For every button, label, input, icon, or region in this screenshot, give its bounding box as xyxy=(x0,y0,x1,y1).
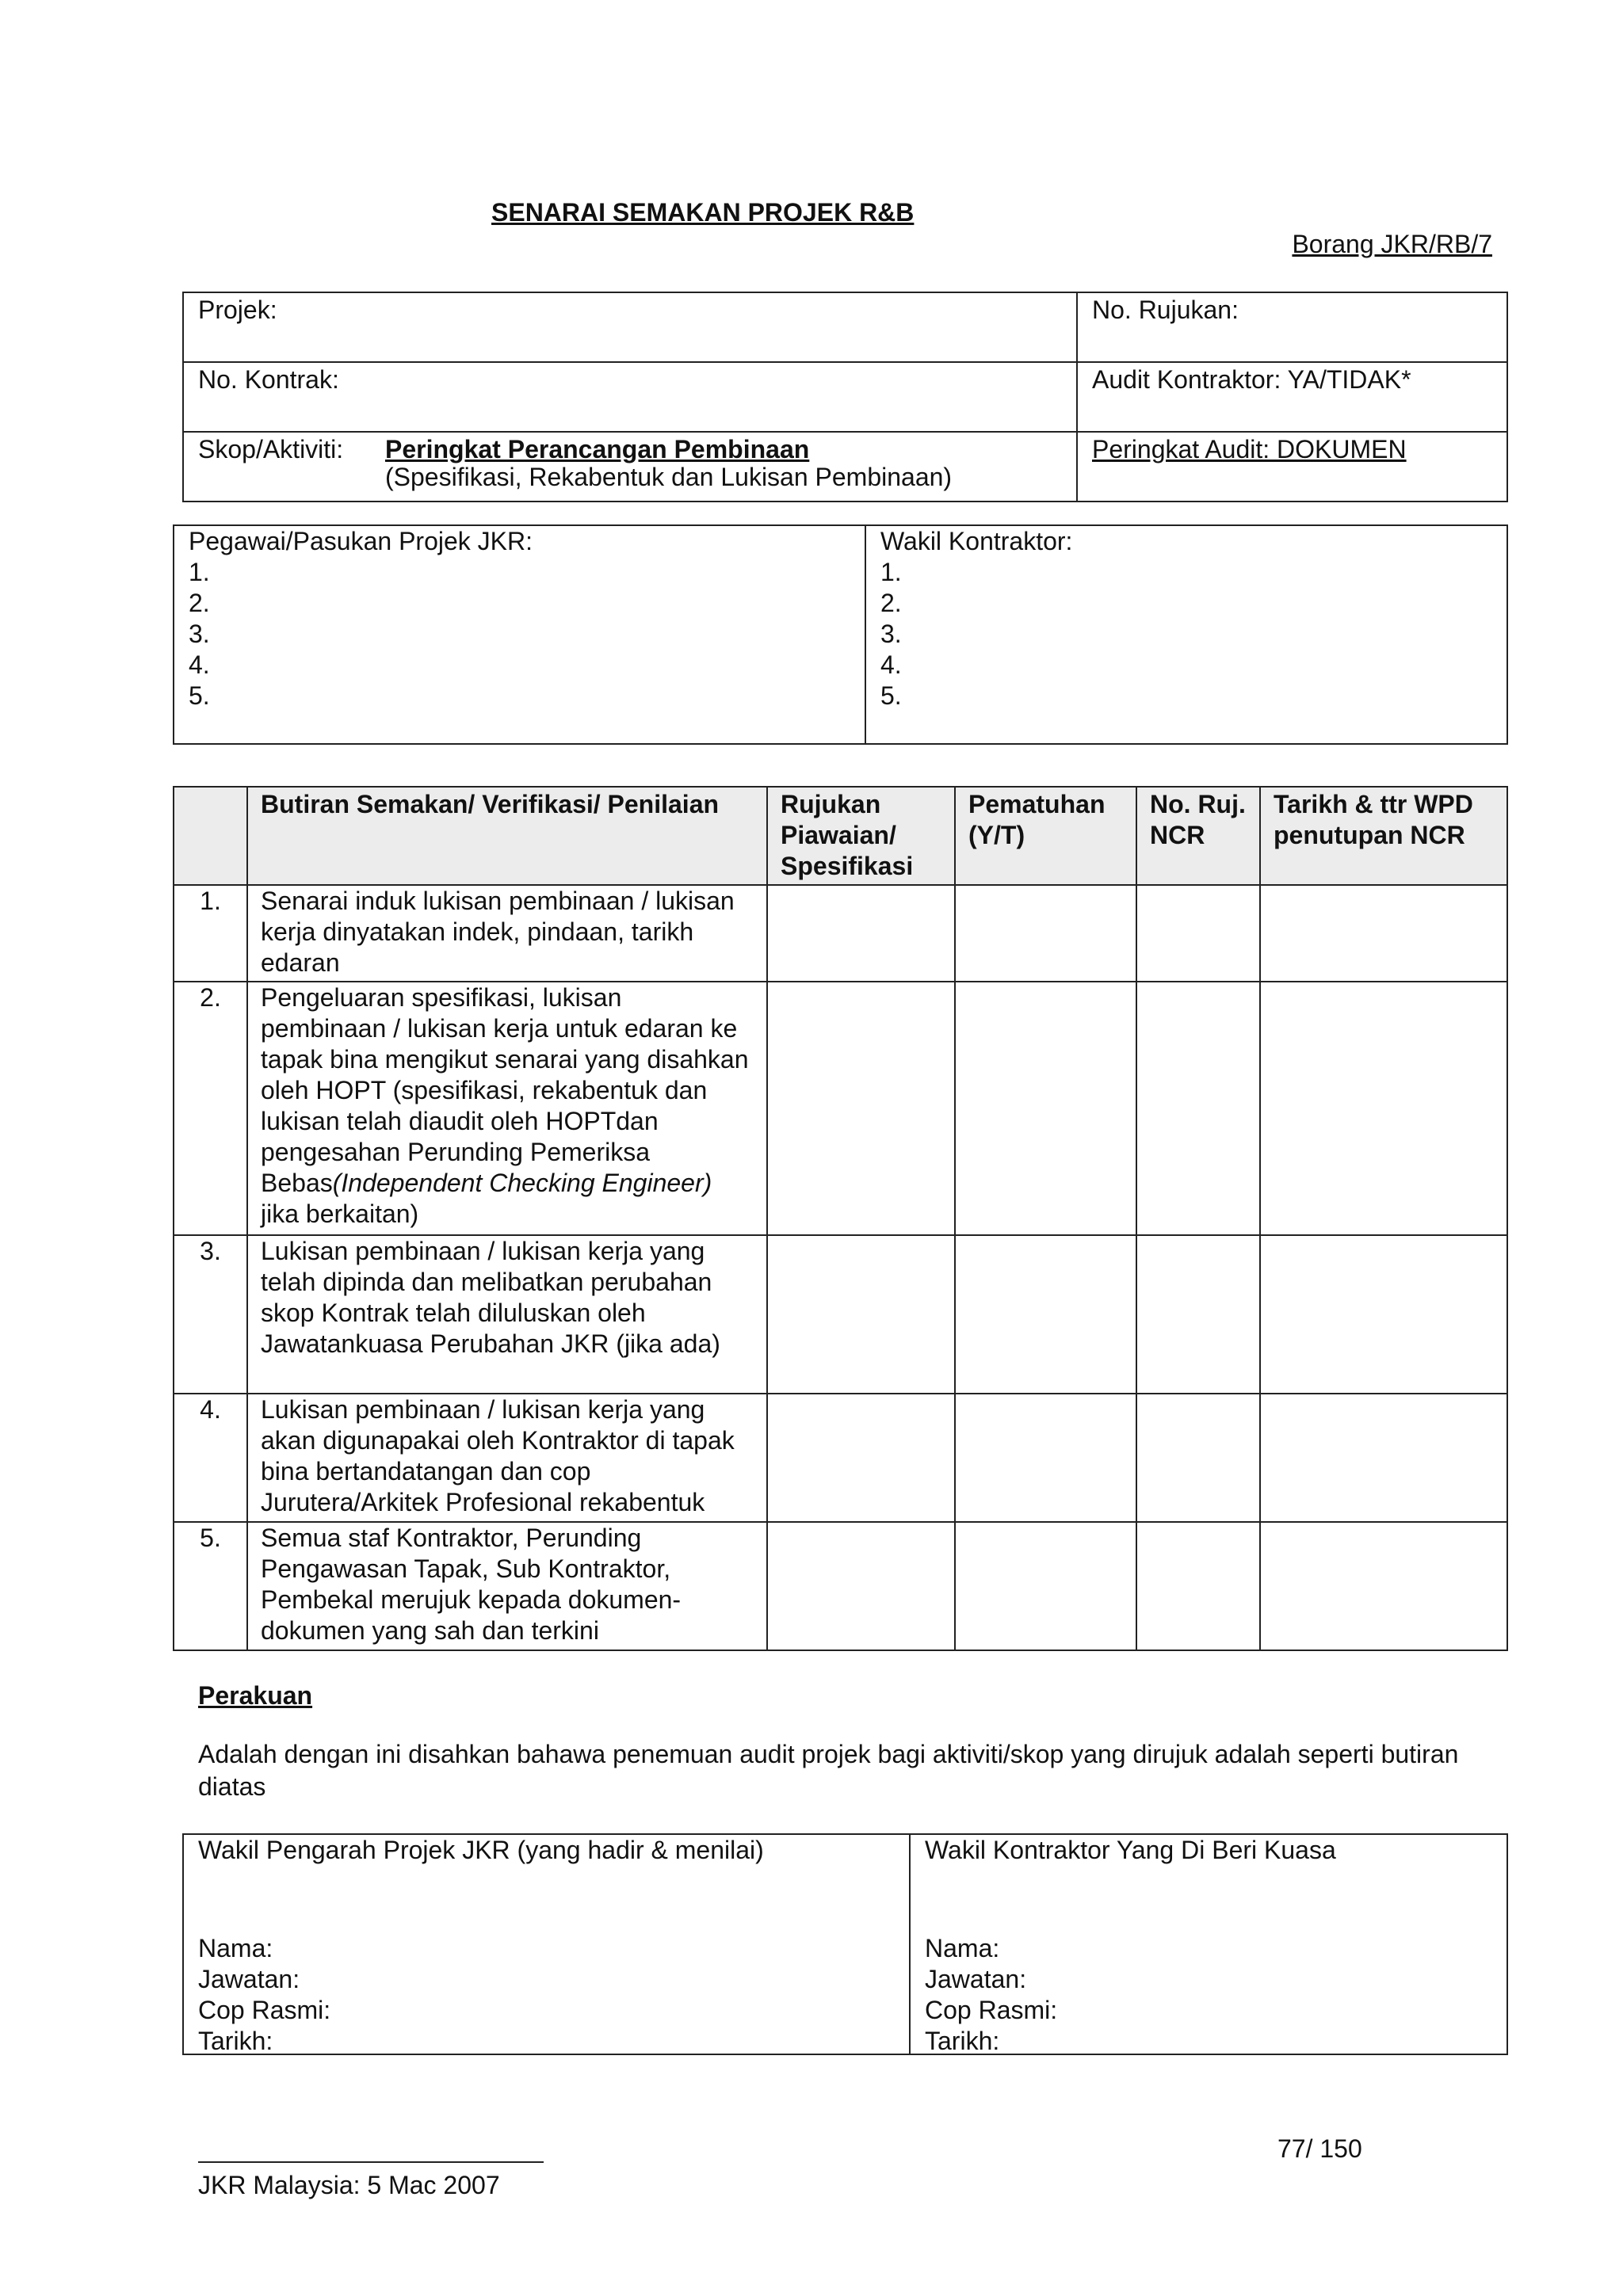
row-text: Lukisan pembinaan / lukisan kerja yang telah dipinda dan melibatkan perubahan skop Kontrak telah diluluskan oleh Jawatankuasa Perubahan JKR (jika ada) xyxy=(247,1235,767,1394)
list-item: 5. xyxy=(880,681,902,710)
header-table xyxy=(182,292,1508,502)
pematuhan-cell[interactable] xyxy=(955,982,1136,1235)
row-text: Senarai induk lukisan pembinaan / lukisan kerja dinyatakan indek, pindaan, tarikh edaran xyxy=(247,885,767,982)
projek-field: Projek: xyxy=(183,292,1077,362)
col-header-tarikh: Tarikh & ttr WPD penutupan NCR xyxy=(1260,787,1507,885)
list-item: 3. xyxy=(189,620,210,648)
team-table xyxy=(173,524,1508,745)
ncr-cell[interactable] xyxy=(1136,1394,1260,1522)
col-header-butiran: Butiran Semakan/ Verifikasi/ Penilaian xyxy=(247,787,767,885)
peringkat-audit-label: Peringkat Audit: DOKUMEN xyxy=(1092,435,1407,463)
table-row xyxy=(174,982,1507,1235)
tarikh-cell[interactable] xyxy=(1260,1394,1507,1522)
skop-field xyxy=(183,432,1077,502)
rujukan-cell[interactable] xyxy=(767,1394,955,1522)
row-text: Lukisan pembinaan / lukisan kerja yang akan digunapakai oleh Kontraktor di tapak bina bertandatangan dan cop Jurutera/Arkitek Profesional rekabentuk xyxy=(247,1394,767,1522)
col-header-pematuhan: Pematuhan (Y/T) xyxy=(955,787,1136,885)
ncr-cell[interactable] xyxy=(1136,885,1260,982)
table-row xyxy=(174,1235,1507,1394)
pematuhan-cell[interactable] xyxy=(955,885,1136,982)
skop-title: Peringkat Perancangan Pembinaan xyxy=(385,435,810,463)
footer-text: JKR Malaysia: 5 Mac 2007 xyxy=(198,2171,500,2199)
ncr-cell[interactable] xyxy=(1136,982,1260,1235)
list-item: 4. xyxy=(880,650,902,679)
list-item: 1. xyxy=(189,558,210,586)
page-number: 77/ 150 xyxy=(1277,2134,1362,2163)
tarikh-cell[interactable] xyxy=(1260,1235,1507,1394)
row-number: 5. xyxy=(174,1522,247,1650)
cop-rasmi-label: Cop Rasmi: xyxy=(198,1996,331,2024)
row-text-main: Pengeluaran spesifikasi, lukisan pembinaan / lukisan kerja untuk edaran ke tapak bina mengikut senarai yang disahkan oleh HOPT (spesifikasi, rekabentuk dan lukisan telah diaudit oleh HOPTdan pengesahan Perunding Pemeriksa Bebas xyxy=(261,983,749,1197)
rujukan-cell[interactable] xyxy=(767,885,955,982)
kontraktor-team-cell xyxy=(865,525,1507,744)
tarikh-label: Tarikh: xyxy=(925,2027,1000,2055)
checklist-table xyxy=(173,786,1508,1651)
kontraktor-team-label: Wakil Kontraktor: xyxy=(880,527,1073,555)
jkr-team-cell xyxy=(174,525,865,744)
no-kontrak-field: No. Kontrak: xyxy=(183,362,1077,432)
jawatan-label: Jawatan: xyxy=(198,1965,300,1993)
list-item: 3. xyxy=(880,620,902,648)
jkr-signature-cell[interactable] xyxy=(183,1834,910,2054)
jkr-team-label: Pegawai/Pasukan Projek JKR: xyxy=(189,527,533,555)
table-row xyxy=(174,1522,1507,1650)
rujukan-cell[interactable] xyxy=(767,1235,955,1394)
jawatan-label: Jawatan: xyxy=(925,1965,1027,1993)
tarikh-cell[interactable] xyxy=(1260,982,1507,1235)
nama-label: Nama: xyxy=(198,1934,273,1962)
row-number: 2. xyxy=(174,982,247,1235)
list-item: 5. xyxy=(189,681,210,710)
perakuan-text: Adalah dengan ini disahkan bahawa penemuan audit projek bagi aktiviti/skop yang dirujuk adalah seperti butiran diatas xyxy=(198,1740,1459,1801)
perakuan-title: Perakuan xyxy=(198,1681,313,1710)
cop-rasmi-label: Cop Rasmi: xyxy=(925,1996,1058,2024)
footer-divider xyxy=(198,2161,544,2163)
tarikh-cell[interactable] xyxy=(1260,1522,1507,1650)
col-header-ncr: No. Ruj. NCR xyxy=(1136,787,1260,885)
skop-detail: (Spesifikasi, Rekabentuk dan Lukisan Pembinaan) xyxy=(385,463,953,492)
table-header-row xyxy=(174,787,1507,885)
kontraktor-signature-cell[interactable] xyxy=(910,1834,1507,2054)
page-title: SENARAI SEMAKAN PROJEK R&B xyxy=(491,198,915,227)
pematuhan-cell[interactable] xyxy=(955,1235,1136,1394)
row-text: Semua staf Kontraktor, Perunding Pengawasan Tapak, Sub Kontraktor, Pembekal merujuk kepada dokumen-dokumen yang sah dan terkini xyxy=(247,1522,767,1650)
ncr-cell[interactable] xyxy=(1136,1235,1260,1394)
table-row xyxy=(174,1394,1507,1522)
signature-table xyxy=(182,1833,1508,2055)
pematuhan-cell[interactable] xyxy=(955,1394,1136,1522)
col-header-rujukan: Rujukan Piawaian/ Spesifikasi xyxy=(767,787,955,885)
row-text xyxy=(247,982,767,1235)
list-item: 2. xyxy=(189,589,210,617)
row-text-italic: (Independent Checking Engineer) xyxy=(332,1169,712,1197)
rujukan-cell[interactable] xyxy=(767,982,955,1235)
table-row xyxy=(174,885,1507,982)
list-item: 4. xyxy=(189,650,210,679)
row-number: 1. xyxy=(174,885,247,982)
tarikh-label: Tarikh: xyxy=(198,2027,273,2055)
rujukan-cell[interactable] xyxy=(767,1522,955,1650)
row-number: 3. xyxy=(174,1235,247,1394)
skop-label: Skop/Aktiviti: xyxy=(198,435,344,463)
nama-label: Nama: xyxy=(925,1934,1000,1962)
col-header-no xyxy=(174,787,247,885)
form-code: Borang JKR/RB/7 xyxy=(1292,230,1492,258)
audit-kontraktor-field: Audit Kontraktor: YA/TIDAK* xyxy=(1077,362,1507,432)
pematuhan-cell[interactable] xyxy=(955,1522,1136,1650)
peringkat-audit-field xyxy=(1077,432,1507,502)
row-number: 4. xyxy=(174,1394,247,1522)
no-rujukan-field: No. Rujukan: xyxy=(1077,292,1507,362)
jkr-signature-label: Wakil Pengarah Projek JKR (yang hadir & menilai) xyxy=(198,1836,764,1864)
list-item: 2. xyxy=(880,589,902,617)
tarikh-cell[interactable] xyxy=(1260,885,1507,982)
row-text-tail: jika berkaitan) xyxy=(261,1199,419,1228)
list-item: 1. xyxy=(880,558,902,586)
kontraktor-signature-label: Wakil Kontraktor Yang Di Beri Kuasa xyxy=(925,1836,1336,1864)
ncr-cell[interactable] xyxy=(1136,1522,1260,1650)
